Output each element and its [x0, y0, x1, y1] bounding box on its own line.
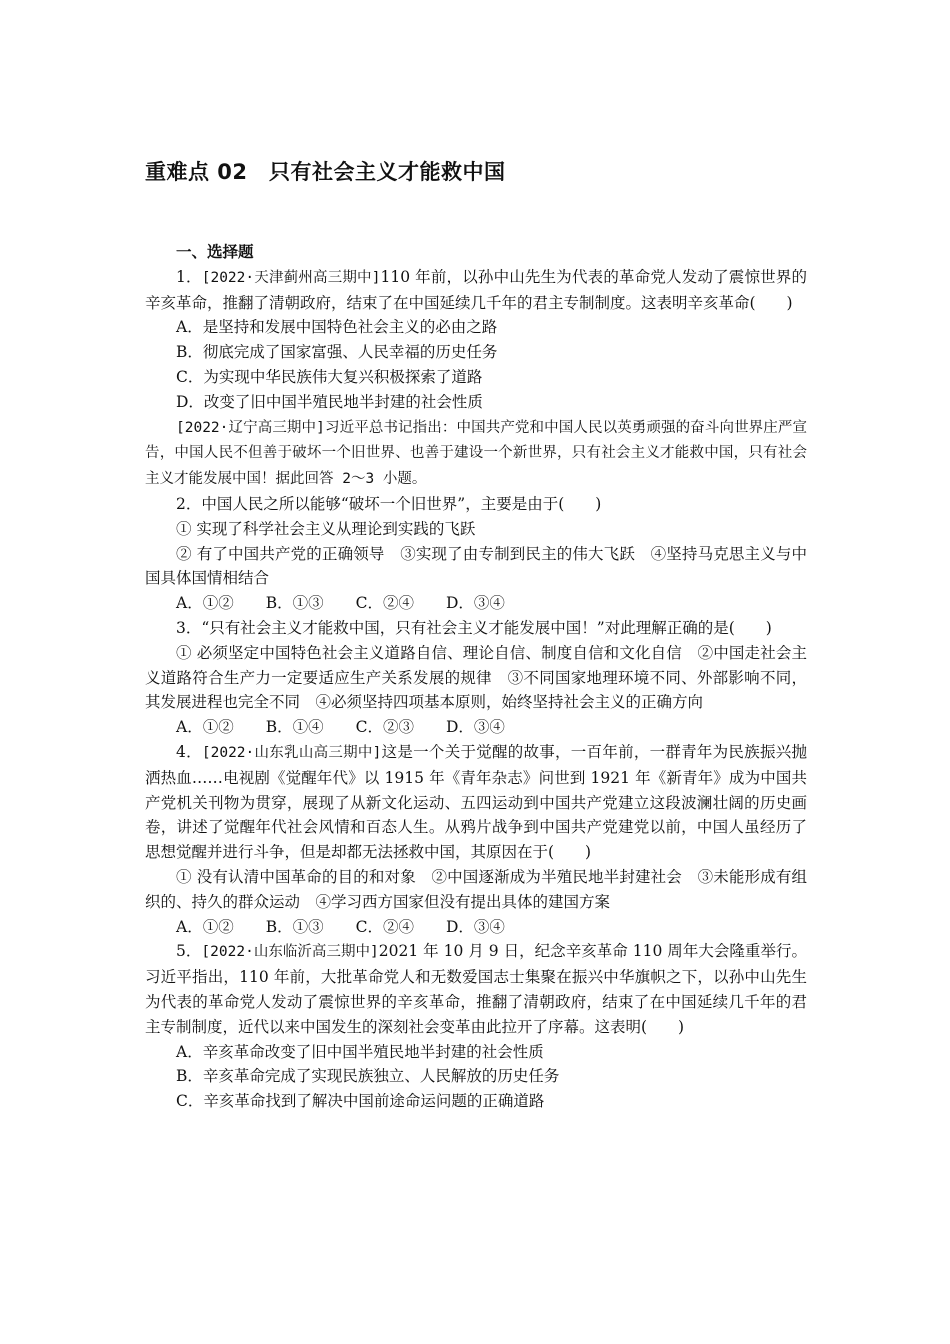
choice-d: D．③④ — [445, 594, 505, 613]
choice-a: A．①② — [176, 594, 234, 613]
question-number: 1． — [176, 267, 202, 286]
question-2-stem: 2．中国人民之所以能够“破坏一个旧世界”，主要是由于( ) — [176, 494, 602, 513]
question-2-items: ② 有了中国共产党的正确领导 ③实现了由专制到民主的伟大飞跃 ④坚持马克思主义与中国具体国情相结合 — [145, 544, 807, 588]
choice-b: B．①④ — [265, 718, 324, 737]
option-a: A．是坚持和发展中国特色社会主义的必由之路 — [176, 318, 498, 337]
option-b: B．辛亥革命完成了实现民族独立、人民解放的历史任务 — [176, 1067, 560, 1086]
question-4-stem — [145, 740, 807, 865]
choice-b: B．①③ — [265, 594, 324, 613]
question-1-stem — [145, 265, 807, 316]
material-source: [2022·辽宁高三期中] — [176, 419, 325, 436]
option-c: C．为实现中华民族伟大复兴积极探索了道路 — [176, 367, 483, 386]
choice-a: A．①② — [176, 917, 234, 936]
choice-d: D．③④ — [445, 917, 505, 936]
question-text: 110 年前，以孙中山先生为代表的革命党人发动了震惊世界的辛亥革命，推翻了清朝政府，结束了在中国延续几千年的君主专制制度。这表明辛亥革命( ) — [145, 267, 807, 312]
question-5-stem — [145, 939, 807, 1039]
choice-c: C．②③ — [355, 718, 414, 737]
question-text: 这是一个关于觉醒的故事，一百年前，一群青年为民族振兴抛洒热血……电视剧《觉醒年代》以 1915 年《青年杂志》问世到 1921 年《新青年》成为中国共产党机关刊物为贯穿，展现了从新文化运动、五四运动到中国共产党建立这段波澜壮阔的历史画卷，讲述了觉醒年代社会风情和百态人生。从鸦片战争到中国共产党建党以前，中国人虽经历了思想觉醒并进行斗争，但是却都无法拯救中国，其原因在于( ) — [145, 742, 807, 862]
option-a: A．辛亥革命改变了旧中国半殖民地半封建的社会性质 — [176, 1042, 544, 1061]
choice-d: D．③④ — [445, 718, 505, 737]
question-4-choices — [145, 915, 807, 940]
material-text: 习近平总书记指出：中国共产党和中国人民以英勇顽强的奋斗向世界庄严宣告，中国人民不但善于破坏一个旧世界、也善于建设一个新世界，只有社会主义才能救中国，只有社会主义才能发展中国！据此回答 2～3 小题。 — [145, 419, 808, 488]
question-2-choices — [145, 591, 807, 616]
option-c: C．辛亥革命找到了解决中国前途命运问题的正确道路 — [176, 1092, 545, 1111]
question-number: 5． — [176, 942, 202, 961]
option-d: D．改变了旧中国半殖民地半封建的社会性质 — [176, 392, 483, 411]
question-3-items: ① 必须坚定中国特色社会主义道路自信、理论自信、制度自信和文化自信 ②中国走社会主义道路符合生产力一定要适应生产关系发展的规律 ③不同国家地理环境不同、外部影响不同，其发展进程也完全不同 ④必须坚持四项基本原则，始终坚持社会主义的正确方向 — [145, 643, 807, 712]
question-source: [2022·山东乳山高三期中] — [201, 744, 382, 761]
choice-c: C．②④ — [355, 594, 414, 613]
section-heading: 一、选择题 — [176, 243, 254, 261]
question-3-choices — [145, 715, 807, 740]
question-3-stem: 3．“只有社会主义才能救中国，只有社会主义才能发展中国！”对此理解正确的是( ) — [176, 618, 772, 637]
question-number: 4． — [176, 742, 202, 761]
choice-b: B．①③ — [265, 917, 324, 936]
question-4-items: ① 没有认清中国革命的目的和对象 ②中国逐渐成为半殖民地半封建社会 ③未能形成有组织的、持久的群众运动 ④学习西方国家但没有提出具体的建国方案 — [145, 867, 807, 911]
question-text: 2021 年 10 月 9 日，纪念辛亥革命 110 周年大会隆重举行。习近平指出，110 年前，大批革命党人和无数爱国志士集聚在振兴中华旗帜之下，以孙中山先生为代表的革命党人发动了震惊世界的辛亥革命，推翻了清朝政府，结束了在中国延续几千年的君主专制制度，近代以来中国发生的深刻社会变革由此拉开了序幕。这表明( ) — [145, 942, 808, 1036]
material-passage — [145, 415, 807, 492]
choice-c: C．②④ — [355, 917, 414, 936]
page-title: 重难点 02 只有社会主义才能救中国 — [145, 160, 506, 184]
question-content — [145, 240, 807, 1114]
option-b: B．彻底完成了国家富强、人民幸福的历史任务 — [176, 343, 498, 362]
question-source: [2022·天津蓟州高三期中] — [201, 269, 381, 286]
question-source: [2022·山东临沂高三期中] — [201, 944, 379, 961]
choice-a: A．①② — [176, 718, 234, 737]
question-2-item: ① 实现了科学社会主义从理论到实践的飞跃 — [176, 519, 476, 538]
